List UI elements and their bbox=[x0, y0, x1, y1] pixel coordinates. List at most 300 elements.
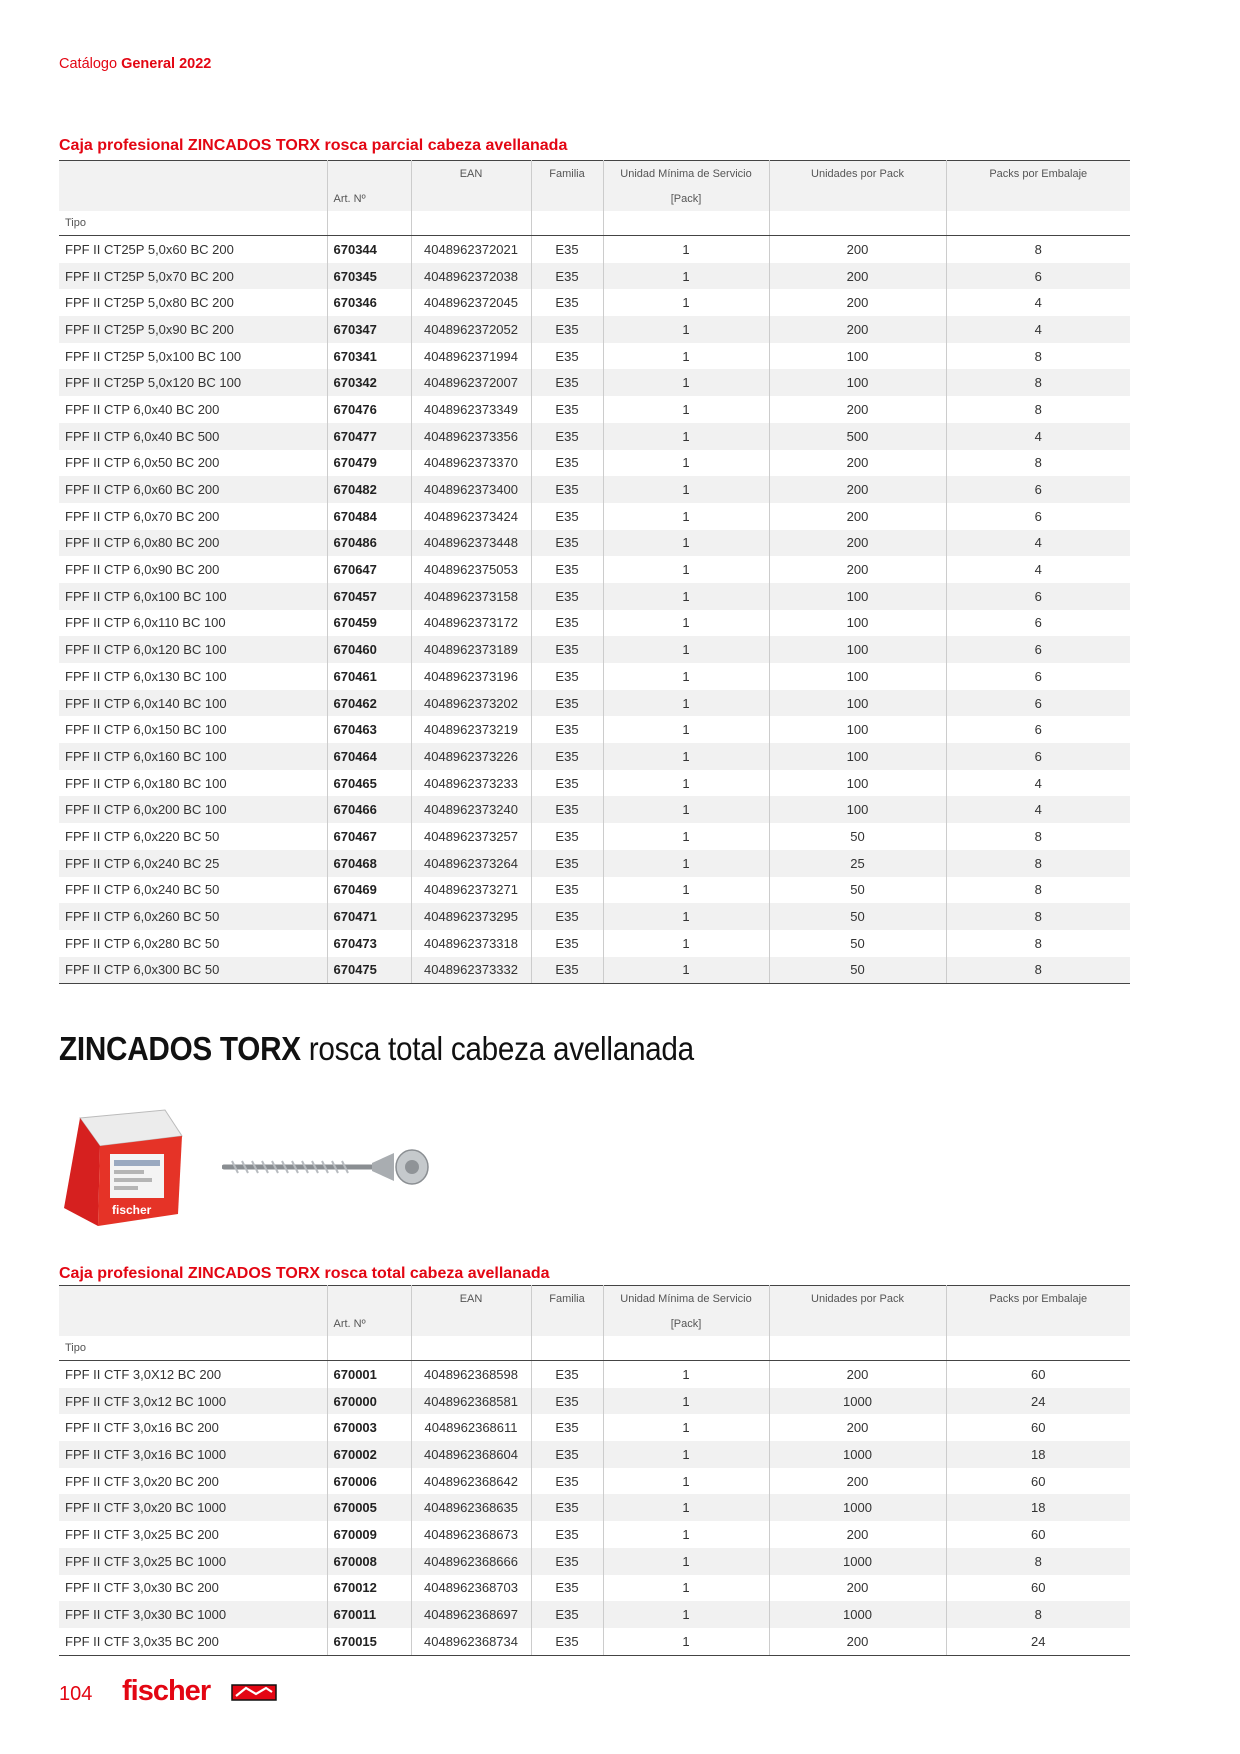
cell-packs-embalaje: 4 bbox=[1034, 295, 1042, 311]
col-tipo: Tipo bbox=[59, 211, 327, 236]
cell-familia: E35 bbox=[531, 369, 603, 396]
cell-ean: 4048962368734 bbox=[411, 1628, 531, 1655]
cell-unidad-minima: 1 bbox=[603, 903, 769, 930]
table-row bbox=[59, 1521, 1130, 1548]
cell-packs-embalaje: 60 bbox=[1031, 1526, 1046, 1542]
cell-unidades-pack: 100 bbox=[769, 343, 946, 370]
table-row bbox=[59, 930, 1130, 957]
table-row bbox=[59, 1388, 1130, 1415]
cell-art: 670012 bbox=[327, 1575, 411, 1602]
cell-ean: 4048962372007 bbox=[411, 369, 531, 396]
cell-familia: E35 bbox=[531, 343, 603, 370]
cell-unidad-minima: 1 bbox=[603, 503, 769, 530]
product-box-image bbox=[60, 1108, 185, 1233]
cell-tipo: FPF II CTP 6,0x260 BC 50 bbox=[59, 903, 327, 930]
cell-packs-embalaje: 4 bbox=[1034, 775, 1042, 791]
cell-unidad-minima: 1 bbox=[603, 263, 769, 290]
table-row bbox=[59, 476, 1130, 503]
cell-art: 670001 bbox=[327, 1361, 411, 1388]
cell-tipo: FPF II CTP 6,0x240 BC 50 bbox=[59, 877, 327, 904]
cell-ean: 4048962373158 bbox=[411, 583, 531, 610]
cell-unidades-pack: 50 bbox=[769, 877, 946, 904]
cell-unidad-minima: 1 bbox=[603, 450, 769, 477]
cell-unidades-pack: 100 bbox=[769, 716, 946, 743]
cell-tipo: FPF II CTF 3,0x20 BC 200 bbox=[59, 1468, 327, 1495]
cell-unidades-pack: 200 bbox=[769, 503, 946, 530]
cell-unidades-pack: 1000 bbox=[769, 1388, 946, 1415]
col-familia: Familia bbox=[531, 1286, 603, 1312]
cell-art: 670463 bbox=[327, 716, 411, 743]
cell-unidades-pack: 100 bbox=[769, 770, 946, 797]
cell-packs-embalaje: 8 bbox=[946, 903, 1130, 930]
cell-tipo: FPF II CTF 3,0X12 BC 200 bbox=[59, 1361, 327, 1388]
cell-art: 670466 bbox=[327, 796, 411, 823]
cell-art: 670347 bbox=[327, 316, 411, 343]
fischer-logo bbox=[120, 1672, 290, 1715]
cell-ean: 4048962372021 bbox=[411, 236, 531, 263]
table2 bbox=[59, 1285, 1130, 1656]
cell-art: 670341 bbox=[327, 343, 411, 370]
cell-tipo: FPF II CTF 3,0x35 BC 200 bbox=[59, 1628, 327, 1655]
cell-unidad-minima: 1 bbox=[603, 1388, 769, 1415]
col-unidades-pack: Unidades por Pack bbox=[769, 161, 946, 187]
cell-unidad-minima: 1 bbox=[603, 636, 769, 663]
cell-familia: E35 bbox=[531, 1414, 603, 1441]
cell-packs-embalaje: 60 bbox=[1031, 1366, 1046, 1382]
cell-familia: E35 bbox=[531, 930, 603, 957]
table-row bbox=[59, 263, 1130, 290]
cell-tipo: FPF II CTP 6,0x160 BC 100 bbox=[59, 743, 327, 770]
cell-packs-embalaje: 6 bbox=[946, 263, 1130, 290]
cell-unidad-minima: 1 bbox=[603, 1414, 769, 1441]
cell-art: 670011 bbox=[327, 1601, 411, 1628]
cell-unidad-minima: 1 bbox=[603, 343, 769, 370]
cell-familia: E35 bbox=[531, 1441, 603, 1468]
cell-familia: E35 bbox=[531, 1548, 603, 1575]
col-unidad-minima: Unidad Mínima de Servicio bbox=[603, 1286, 769, 1312]
col-ean: EAN bbox=[411, 161, 531, 187]
cell-tipo: FPF II CTP 6,0x200 BC 100 bbox=[59, 796, 327, 823]
cell-tipo: FPF II CTP 6,0x130 BC 100 bbox=[59, 663, 327, 690]
cell-art: 670479 bbox=[327, 450, 411, 477]
cell-familia: E35 bbox=[531, 289, 603, 316]
cell-familia: E35 bbox=[531, 396, 603, 423]
table-row bbox=[59, 770, 1130, 797]
cell-unidad-minima: 1 bbox=[603, 583, 769, 610]
cell-unidades-pack: 200 bbox=[769, 289, 946, 316]
cell-packs-embalaje: 60 bbox=[1031, 1473, 1046, 1489]
col-unidad-minima: Unidad Mínima de Servicio bbox=[603, 161, 769, 187]
cell-tipo: FPF II CTP 6,0x40 BC 500 bbox=[59, 423, 327, 450]
cell-familia: E35 bbox=[531, 716, 603, 743]
cell-art: 670003 bbox=[327, 1414, 411, 1441]
cell-tipo: FPF II CTP 6,0x150 BC 100 bbox=[59, 716, 327, 743]
cell-packs-embalaje: 4 bbox=[946, 796, 1130, 823]
cell-ean: 4048962373172 bbox=[411, 610, 531, 637]
cell-unidad-minima: 1 bbox=[603, 1548, 769, 1575]
cell-unidades-pack: 1000 bbox=[769, 1548, 946, 1575]
cell-unidades-pack: 100 bbox=[769, 690, 946, 717]
table-row bbox=[59, 556, 1130, 583]
table2-title: Caja profesional ZINCADOS TORX rosca total cabeza avellanada bbox=[59, 1265, 550, 1282]
cell-packs-embalaje: 6 bbox=[1034, 668, 1042, 684]
table-row bbox=[59, 423, 1130, 450]
cell-ean: 4048962373448 bbox=[411, 530, 531, 557]
table-row bbox=[59, 690, 1130, 717]
cell-tipo: FPF II CTP 6,0x110 BC 100 bbox=[59, 610, 327, 637]
cell-art: 670465 bbox=[327, 770, 411, 797]
cell-packs-embalaje: 6 bbox=[946, 743, 1130, 770]
cell-packs-embalaje: 4 bbox=[1034, 562, 1042, 578]
cell-unidades-pack: 25 bbox=[769, 850, 946, 877]
table-row bbox=[59, 1601, 1130, 1628]
cell-unidades-pack: 50 bbox=[769, 957, 946, 984]
cell-unidades-pack: 50 bbox=[769, 930, 946, 957]
cell-unidades-pack: 200 bbox=[769, 236, 946, 263]
cell-familia: E35 bbox=[531, 1575, 603, 1602]
cell-ean: 4048962368703 bbox=[411, 1575, 531, 1602]
col-packs-embalaje: Packs por Embalaje bbox=[946, 1286, 1130, 1312]
table-row bbox=[59, 1575, 1130, 1602]
footer-brand: fischer bbox=[122, 1675, 211, 1707]
cell-familia: E35 bbox=[531, 743, 603, 770]
cell-ean: 4048962375053 bbox=[411, 556, 531, 583]
cell-packs-embalaje: 18 bbox=[946, 1441, 1130, 1468]
cell-unidad-minima: 1 bbox=[603, 690, 769, 717]
table-row bbox=[59, 1628, 1130, 1655]
cell-art: 670469 bbox=[327, 877, 411, 904]
table-row bbox=[59, 877, 1130, 904]
cell-ean: 4048962368642 bbox=[411, 1468, 531, 1495]
cell-ean: 4048962373349 bbox=[411, 396, 531, 423]
catalog-edition: General 2022 bbox=[121, 56, 212, 72]
col-packs-embalaje: Packs por Embalaje bbox=[946, 161, 1130, 187]
cell-familia: E35 bbox=[531, 583, 603, 610]
cell-unidades-pack: 200 bbox=[769, 476, 946, 503]
cell-packs-embalaje: 8 bbox=[946, 850, 1130, 877]
cell-unidades-pack: 200 bbox=[769, 1575, 946, 1602]
cell-unidades-pack: 100 bbox=[769, 743, 946, 770]
table-row bbox=[59, 1468, 1130, 1495]
cell-art: 670475 bbox=[327, 957, 411, 984]
cell-familia: E35 bbox=[531, 316, 603, 343]
cell-unidades-pack: 100 bbox=[769, 610, 946, 637]
cell-art: 670000 bbox=[327, 1388, 411, 1415]
cell-familia: E35 bbox=[531, 1388, 603, 1415]
cell-unidad-minima: 1 bbox=[603, 610, 769, 637]
cell-unidad-minima: 1 bbox=[603, 1601, 769, 1628]
cell-ean: 4048962368604 bbox=[411, 1441, 531, 1468]
cell-ean: 4048962373400 bbox=[411, 476, 531, 503]
cell-ean: 4048962373332 bbox=[411, 957, 531, 984]
cell-unidad-minima: 1 bbox=[603, 316, 769, 343]
cell-art: 670015 bbox=[327, 1628, 411, 1655]
table-row bbox=[59, 369, 1130, 396]
cell-ean: 4048962373196 bbox=[411, 663, 531, 690]
cell-ean: 4048962372045 bbox=[411, 289, 531, 316]
catalog-header bbox=[59, 56, 211, 72]
cell-ean: 4048962373240 bbox=[411, 796, 531, 823]
cell-unidades-pack: 200 bbox=[769, 1521, 946, 1548]
cell-familia: E35 bbox=[531, 770, 603, 797]
cell-familia: E35 bbox=[531, 1601, 603, 1628]
cell-ean: 4048962368581 bbox=[411, 1388, 531, 1415]
fischer-emblem-icon bbox=[232, 1685, 276, 1700]
cell-tipo: FPF II CTP 6,0x90 BC 200 bbox=[59, 556, 327, 583]
section-title-bold: ZINCADOS TORX bbox=[59, 1030, 301, 1067]
cell-packs-embalaje: 24 bbox=[946, 1628, 1130, 1655]
cell-ean: 4048962368697 bbox=[411, 1601, 531, 1628]
cell-packs-embalaje: 6 bbox=[1034, 508, 1042, 524]
cell-packs-embalaje: 18 bbox=[946, 1494, 1130, 1521]
cell-ean: 4048962368598 bbox=[411, 1361, 531, 1388]
cell-tipo: FPF II CTF 3,0x16 BC 200 bbox=[59, 1414, 327, 1441]
table-row bbox=[59, 610, 1130, 637]
cell-unidad-minima: 1 bbox=[603, 743, 769, 770]
cell-unidades-pack: 100 bbox=[769, 583, 946, 610]
cell-packs-embalaje: 6 bbox=[946, 476, 1130, 503]
cell-tipo: FPF II CTP 6,0x240 BC 25 bbox=[59, 850, 327, 877]
cell-packs-embalaje: 8 bbox=[1034, 828, 1042, 844]
cell-art: 670461 bbox=[327, 663, 411, 690]
cell-unidad-minima: 1 bbox=[603, 423, 769, 450]
cell-familia: E35 bbox=[531, 850, 603, 877]
cell-unidad-minima: 1 bbox=[603, 770, 769, 797]
cell-packs-embalaje: 8 bbox=[946, 957, 1130, 984]
screw-image bbox=[222, 1147, 432, 1192]
cell-unidades-pack: 1000 bbox=[769, 1441, 946, 1468]
cell-tipo: FPF II CTF 3,0x30 BC 200 bbox=[59, 1575, 327, 1602]
col-ean: EAN bbox=[411, 1286, 531, 1312]
cell-familia: E35 bbox=[531, 423, 603, 450]
table-row bbox=[59, 957, 1130, 984]
col-art: Art. Nº bbox=[327, 186, 411, 211]
cell-packs-embalaje: 60 bbox=[1031, 1420, 1046, 1436]
table-row bbox=[59, 1414, 1130, 1441]
cell-unidad-minima: 1 bbox=[603, 1468, 769, 1495]
cell-packs-embalaje: 4 bbox=[946, 530, 1130, 557]
cell-packs-embalaje: 8 bbox=[1034, 935, 1042, 951]
cell-ean: 4048962368635 bbox=[411, 1494, 531, 1521]
cell-tipo: FPF II CTP 6,0x120 BC 100 bbox=[59, 636, 327, 663]
cell-packs-embalaje: 8 bbox=[1034, 401, 1042, 417]
cell-ean: 4048962368666 bbox=[411, 1548, 531, 1575]
cell-familia: E35 bbox=[531, 663, 603, 690]
cell-packs-embalaje: 8 bbox=[946, 1548, 1130, 1575]
cell-unidad-minima: 1 bbox=[603, 396, 769, 423]
table-row bbox=[59, 236, 1130, 263]
cell-unidades-pack: 100 bbox=[769, 663, 946, 690]
cell-familia: E35 bbox=[531, 1468, 603, 1495]
cell-packs-embalaje: 6 bbox=[946, 583, 1130, 610]
cell-art: 670467 bbox=[327, 823, 411, 850]
table-row bbox=[59, 1548, 1130, 1575]
cell-ean: 4048962373356 bbox=[411, 423, 531, 450]
cell-familia: E35 bbox=[531, 556, 603, 583]
cell-tipo: FPF II CTF 3,0x30 BC 1000 bbox=[59, 1601, 327, 1628]
cell-ean: 4048962373226 bbox=[411, 743, 531, 770]
cell-unidad-minima: 1 bbox=[603, 1521, 769, 1548]
cell-packs-embalaje: 8 bbox=[946, 369, 1130, 396]
table-row bbox=[59, 289, 1130, 316]
cell-unidades-pack: 200 bbox=[769, 1361, 946, 1388]
cell-familia: E35 bbox=[531, 1521, 603, 1548]
cell-unidades-pack: 200 bbox=[769, 316, 946, 343]
section-title-rest: rosca total cabeza avellanada bbox=[300, 1030, 694, 1067]
cell-ean: 4048962371994 bbox=[411, 343, 531, 370]
cell-ean: 4048962368611 bbox=[411, 1414, 531, 1441]
cell-art: 670468 bbox=[327, 850, 411, 877]
cell-tipo: FPF II CTF 3,0x16 BC 1000 bbox=[59, 1441, 327, 1468]
table-row bbox=[59, 530, 1130, 557]
cell-ean: 4048962373202 bbox=[411, 690, 531, 717]
cell-art: 670477 bbox=[327, 423, 411, 450]
cell-art: 670476 bbox=[327, 396, 411, 423]
cell-tipo: FPF II CT25P 5,0x100 BC 100 bbox=[59, 343, 327, 370]
box-brand: fischer bbox=[112, 1203, 152, 1217]
cell-unidades-pack: 50 bbox=[769, 903, 946, 930]
table1-title: Caja profesional ZINCADOS TORX rosca parcial cabeza avellanada bbox=[59, 137, 568, 154]
cell-art: 670006 bbox=[327, 1468, 411, 1495]
cell-tipo: FPF II CTF 3,0x20 BC 1000 bbox=[59, 1494, 327, 1521]
table-row bbox=[59, 396, 1130, 423]
cell-art: 670346 bbox=[327, 289, 411, 316]
cell-tipo: FPF II CTP 6,0x60 BC 200 bbox=[59, 476, 327, 503]
cell-ean: 4048962373219 bbox=[411, 716, 531, 743]
cell-familia: E35 bbox=[531, 636, 603, 663]
table-row bbox=[59, 316, 1130, 343]
cell-packs-embalaje: 6 bbox=[946, 636, 1130, 663]
cell-ean: 4048962373295 bbox=[411, 903, 531, 930]
cell-ean: 4048962373264 bbox=[411, 850, 531, 877]
cell-tipo: FPF II CTP 6,0x300 BC 50 bbox=[59, 957, 327, 984]
cell-tipo: FPF II CTF 3,0x25 BC 1000 bbox=[59, 1548, 327, 1575]
cell-familia: E35 bbox=[531, 1628, 603, 1655]
cell-tipo: FPF II CTP 6,0x140 BC 100 bbox=[59, 690, 327, 717]
cell-unidad-minima: 1 bbox=[603, 850, 769, 877]
cell-art: 670005 bbox=[327, 1494, 411, 1521]
col-unidad-minima-unit: [Pack] bbox=[603, 1311, 769, 1336]
cell-familia: E35 bbox=[531, 530, 603, 557]
table-row bbox=[59, 1441, 1130, 1468]
cell-tipo: FPF II CTP 6,0x100 BC 100 bbox=[59, 583, 327, 610]
cell-art: 670457 bbox=[327, 583, 411, 610]
col-unidad-minima-unit: [Pack] bbox=[603, 186, 769, 211]
table-row bbox=[59, 1361, 1130, 1388]
cell-tipo: FPF II CTP 6,0x70 BC 200 bbox=[59, 503, 327, 530]
cell-ean: 4048962373424 bbox=[411, 503, 531, 530]
cell-packs-embalaje: 24 bbox=[946, 1388, 1130, 1415]
cell-packs-embalaje: 6 bbox=[1034, 615, 1042, 631]
cell-tipo: FPF II CTP 6,0x40 BC 200 bbox=[59, 396, 327, 423]
table-row bbox=[59, 796, 1130, 823]
cell-art: 670009 bbox=[327, 1521, 411, 1548]
cell-unidad-minima: 1 bbox=[603, 236, 769, 263]
cell-art: 670462 bbox=[327, 690, 411, 717]
cell-packs-embalaje: 60 bbox=[1031, 1580, 1046, 1596]
cell-familia: E35 bbox=[531, 690, 603, 717]
catalog-prefix: Catálogo bbox=[59, 56, 122, 72]
cell-familia: E35 bbox=[531, 236, 603, 263]
cell-unidad-minima: 1 bbox=[603, 930, 769, 957]
cell-packs-embalaje: 8 bbox=[1034, 455, 1042, 471]
cell-familia: E35 bbox=[531, 263, 603, 290]
cell-art: 670342 bbox=[327, 369, 411, 396]
cell-unidad-minima: 1 bbox=[603, 1361, 769, 1388]
page-number: 104 bbox=[59, 1683, 93, 1705]
cell-unidad-minima: 1 bbox=[603, 1628, 769, 1655]
cell-unidades-pack: 200 bbox=[769, 1468, 946, 1495]
cell-familia: E35 bbox=[531, 877, 603, 904]
table-row bbox=[59, 503, 1130, 530]
cell-ean: 4048962373370 bbox=[411, 450, 531, 477]
cell-tipo: FPF II CTF 3,0x25 BC 200 bbox=[59, 1521, 327, 1548]
cell-unidades-pack: 100 bbox=[769, 636, 946, 663]
cell-art: 670647 bbox=[327, 556, 411, 583]
cell-ean: 4048962372038 bbox=[411, 263, 531, 290]
cell-art: 670345 bbox=[327, 263, 411, 290]
table-row bbox=[59, 583, 1130, 610]
cell-art: 670473 bbox=[327, 930, 411, 957]
cell-unidades-pack: 200 bbox=[769, 396, 946, 423]
cell-art: 670459 bbox=[327, 610, 411, 637]
col-tipo: Tipo bbox=[59, 1336, 327, 1361]
cell-unidad-minima: 1 bbox=[603, 823, 769, 850]
cell-ean: 4048962373233 bbox=[411, 770, 531, 797]
cell-ean: 4048962373318 bbox=[411, 930, 531, 957]
cell-ean: 4048962373271 bbox=[411, 877, 531, 904]
table-row bbox=[59, 743, 1130, 770]
cell-familia: E35 bbox=[531, 823, 603, 850]
cell-art: 670471 bbox=[327, 903, 411, 930]
table-row bbox=[59, 716, 1130, 743]
table-row bbox=[59, 823, 1130, 850]
cell-packs-embalaje: 6 bbox=[946, 690, 1130, 717]
cell-unidad-minima: 1 bbox=[603, 530, 769, 557]
cell-art: 670484 bbox=[327, 503, 411, 530]
cell-tipo: FPF II CTP 6,0x50 BC 200 bbox=[59, 450, 327, 477]
cell-art: 670482 bbox=[327, 476, 411, 503]
cell-art: 670486 bbox=[327, 530, 411, 557]
table-row bbox=[59, 663, 1130, 690]
table1 bbox=[59, 160, 1130, 984]
cell-unidad-minima: 1 bbox=[603, 1575, 769, 1602]
cell-unidades-pack: 50 bbox=[769, 823, 946, 850]
cell-unidad-minima: 1 bbox=[603, 1441, 769, 1468]
cell-tipo: FPF II CTP 6,0x280 BC 50 bbox=[59, 930, 327, 957]
cell-familia: E35 bbox=[531, 957, 603, 984]
cell-ean: 4048962368673 bbox=[411, 1521, 531, 1548]
col-unidades-pack: Unidades por Pack bbox=[769, 1286, 946, 1312]
cell-packs-embalaje: 8 bbox=[1034, 241, 1042, 257]
cell-tipo: FPF II CTF 3,0x12 BC 1000 bbox=[59, 1388, 327, 1415]
cell-packs-embalaje: 8 bbox=[1034, 882, 1042, 898]
col-art: Art. Nº bbox=[327, 1311, 411, 1336]
cell-unidades-pack: 200 bbox=[769, 263, 946, 290]
cell-familia: E35 bbox=[531, 503, 603, 530]
cell-unidades-pack: 1000 bbox=[769, 1494, 946, 1521]
cell-art: 670460 bbox=[327, 636, 411, 663]
cell-ean: 4048962373189 bbox=[411, 636, 531, 663]
cell-ean: 4048962372052 bbox=[411, 316, 531, 343]
cell-packs-embalaje: 6 bbox=[1034, 722, 1042, 738]
cell-unidad-minima: 1 bbox=[603, 877, 769, 904]
cell-unidades-pack: 200 bbox=[769, 1628, 946, 1655]
cell-unidad-minima: 1 bbox=[603, 796, 769, 823]
cell-packs-embalaje: 4 bbox=[946, 423, 1130, 450]
table-row bbox=[59, 850, 1130, 877]
cell-art: 670344 bbox=[327, 236, 411, 263]
